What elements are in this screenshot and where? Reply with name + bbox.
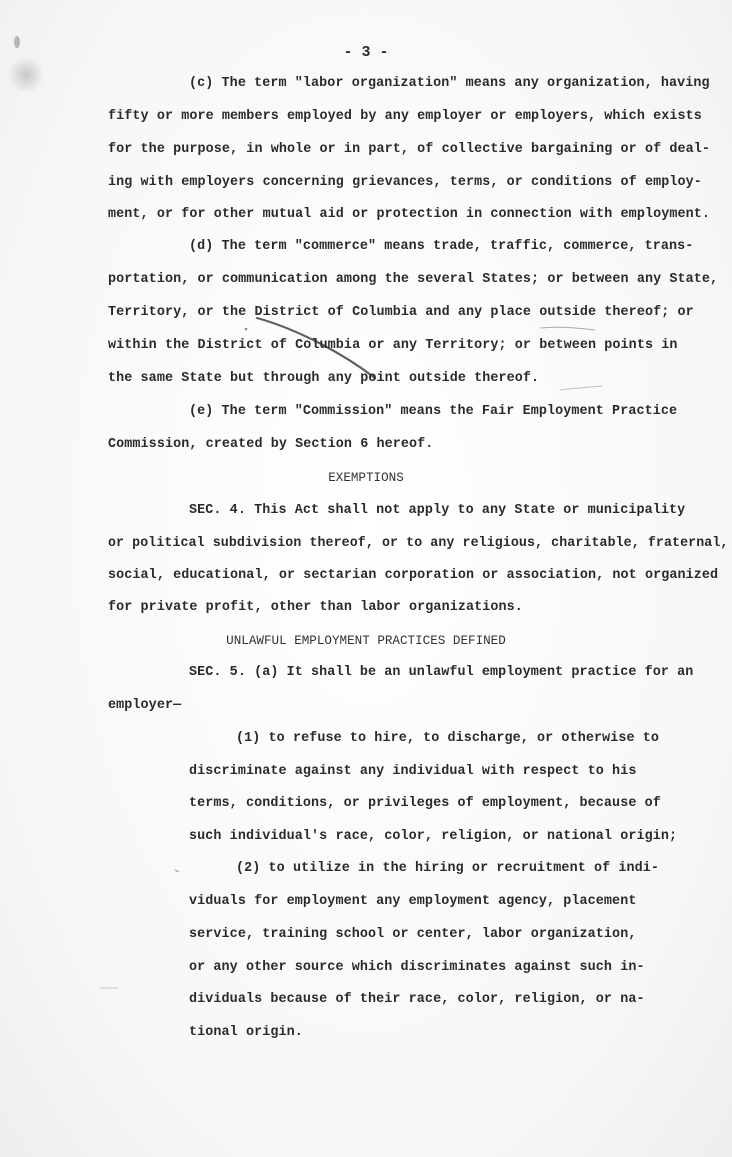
paragraph-line: (e) The term "Commission" means the Fair Employment Practice <box>189 404 678 419</box>
list-item-line: (1) to refuse to hire, to discharge, or otherwise to <box>236 731 660 746</box>
list-item-line: viduals for employment any employment agency, placement <box>189 894 637 909</box>
paragraph-line: ment, or for other mutual aid or protection in connection with employment. <box>108 207 711 222</box>
paragraph-line: SEC. 5. (a) It shall be an unlawful employment practice for an <box>189 665 694 680</box>
page-number: - 3 - <box>343 44 389 61</box>
list-item-line: tional origin. <box>189 1025 303 1040</box>
paragraph-line: social, educational, or sectarian corporation or association, not organized <box>108 568 719 583</box>
paragraph-line: or political subdivision thereof, or to any religious, charitable, fraternal, <box>108 536 729 551</box>
list-item-line: discriminate against any individual with respect to his <box>189 764 637 779</box>
list-item-line: or any other source which discriminates against such in- <box>189 960 645 975</box>
paragraph-line: portation, or communication among the several States; or between any State, <box>108 272 719 287</box>
scan-smudge <box>6 58 46 92</box>
paragraph-line: for the purpose, in whole or in part, of collective bargaining or of deal- <box>108 142 711 157</box>
paragraph-line: Commission, created by Section 6 hereof. <box>108 437 434 452</box>
paragraph-line: within the District of Columbia or any Territory; or between points in <box>108 338 678 353</box>
section-heading: EXEMPTIONS <box>328 471 404 485</box>
list-item-line: (2) to utilize in the hiring or recruitment of indi- <box>236 861 660 876</box>
paragraph-line: the same State but through any point outside thereof. <box>108 371 540 386</box>
paragraph-line: ing with employers concerning grievances, terms, or conditions of employ- <box>108 175 702 190</box>
paragraph-line: SEC. 4. This Act shall not apply to any State or municipality <box>189 503 686 518</box>
paragraph-line: employer— <box>108 698 182 713</box>
paragraph-line: Territory, or the District of Columbia and any place outside thereof; or <box>108 305 694 320</box>
paragraph-line: fifty or more members employed by any employer or employers, which exists <box>108 109 702 124</box>
list-item-line: such individual's race, color, religion, or national origin; <box>189 829 678 844</box>
list-item-line: terms, conditions, or privileges of employment, because of <box>189 796 661 811</box>
paragraph-line: (d) The term "commerce" means trade, traffic, commerce, trans- <box>189 239 694 254</box>
paragraph-line: (c) The term "labor organization" means any organization, having <box>189 76 710 91</box>
list-item-line: dividuals because of their race, color, religion, or na- <box>189 992 645 1007</box>
list-item-line: service, training school or center, labor organization, <box>189 927 637 942</box>
section-heading: UNLAWFUL EMPLOYMENT PRACTICES DEFINED <box>226 634 506 648</box>
paragraph-line: for private profit, other than labor organizations. <box>108 600 523 615</box>
